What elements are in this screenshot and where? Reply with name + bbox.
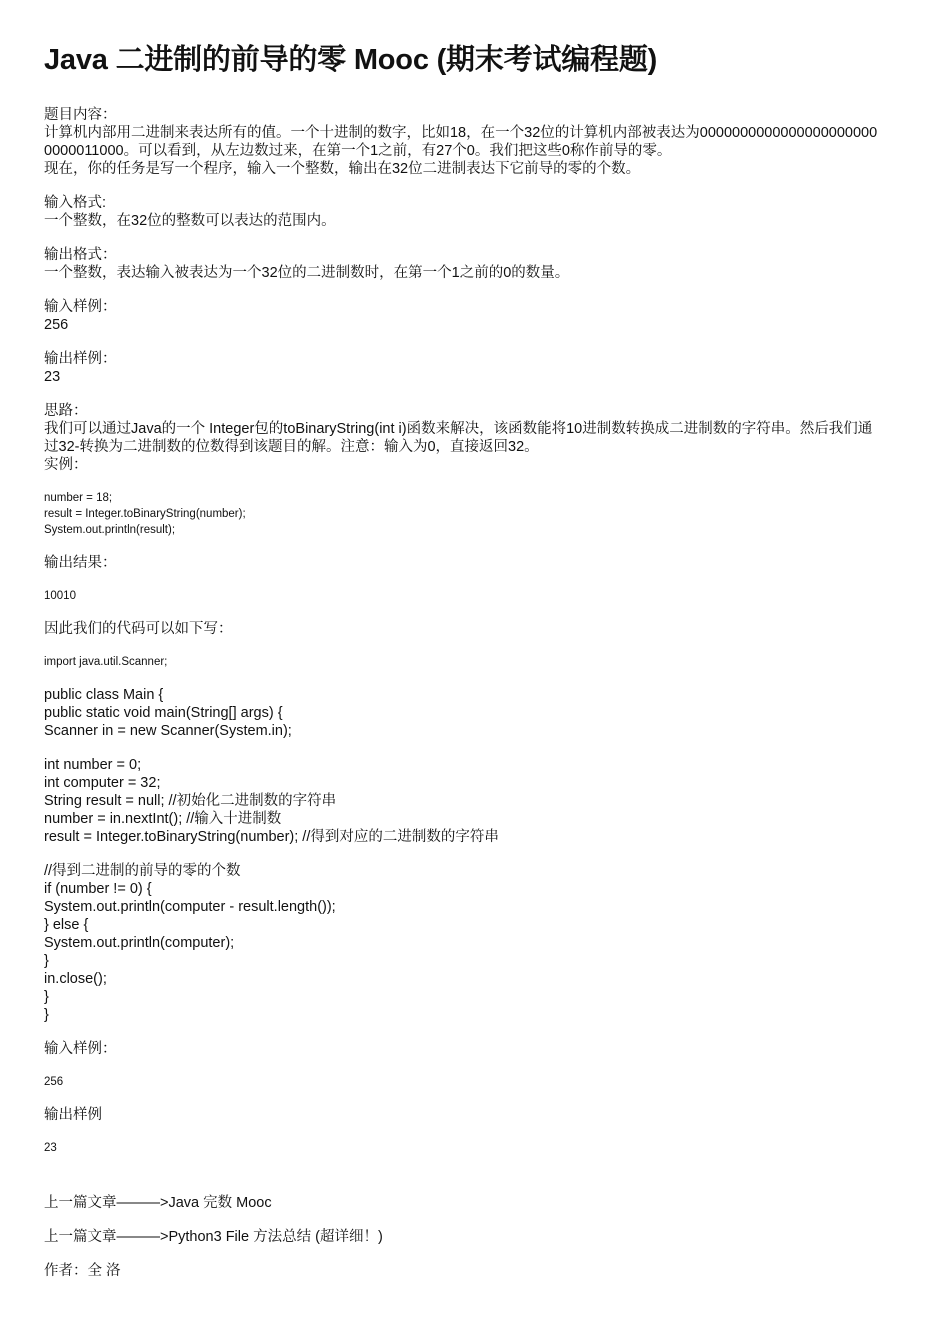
sample2-input-value: 256 xyxy=(44,1076,64,1088)
content-paragraph-2: 现在，你的任务是写一个程序，输入一个整数，输出在32位二进制表达下它前导的零的个数。 xyxy=(44,161,641,177)
result-value: 10010 xyxy=(44,590,76,602)
output-format-text: 一个整数，表达输入被表达为一个32位的二进制数时，在第一个1之前的0的数量。 xyxy=(44,265,570,281)
import-line: import java.util.Scanner; xyxy=(44,656,168,668)
sample2-input-label: 输入样例： xyxy=(44,1041,117,1057)
example-code-line: result = Integer.toBinaryString(number); xyxy=(44,508,246,520)
code-line: String result = null; //初始化二进制数的字符串 xyxy=(44,793,337,809)
sample2-output-value: 23 xyxy=(44,1142,57,1154)
input-sample-label: 输入样例： xyxy=(44,299,117,315)
code-line: result = Integer.toBinaryString(number); //得到对应的二进制数的字符串 xyxy=(44,829,499,845)
code-line: } xyxy=(44,989,49,1005)
code-line: if (number != 0) { xyxy=(44,881,152,897)
example-code-line: System.out.println(result); xyxy=(44,524,176,536)
code-line: public static void main(String[] args) { xyxy=(44,705,283,721)
output-sample-label: 输出样例： xyxy=(44,351,117,367)
code-line: } xyxy=(44,1007,49,1023)
code-line: //得到二进制的前导的零的个数 xyxy=(44,863,241,879)
input-sample-value: 256 xyxy=(44,317,69,333)
code-line: in.close(); xyxy=(44,971,107,987)
code-line: int number = 0; xyxy=(44,757,142,773)
output-format-label: 输出格式： xyxy=(44,247,117,263)
prev-article-link-2[interactable]: 上一篇文章———>Python3 File 方法总结 (超详细！) xyxy=(44,1229,383,1245)
code-line: int computer = 32; xyxy=(44,775,161,791)
author-line: 作者：全 洛 xyxy=(44,1263,121,1279)
code-line: } xyxy=(44,953,49,969)
approach-label: 思路： xyxy=(44,403,88,419)
content-label: 题目内容： xyxy=(44,107,117,123)
input-format-label: 输入格式: xyxy=(44,195,107,211)
sample2-output-label: 输出样例 xyxy=(44,1107,102,1123)
example-label: 实例： xyxy=(44,457,88,473)
page-title: Java 二进制的前导的零 Mooc (期末考试编程题) xyxy=(44,44,658,76)
input-format-text: 一个整数，在32位的整数可以表达的范围内。 xyxy=(44,213,336,229)
code-line: System.out.println(computer); xyxy=(44,935,235,951)
result-label: 输出结果： xyxy=(44,555,117,571)
code-line: } else { xyxy=(44,917,89,933)
content-paragraph-1: 计算机内部用二进制来表达所有的值。一个十进制的数字，比如18，在一个32位的计算机内部被表达为00000000000000000000000000011000。可以看到，从左边数过来，在第一个1之前，有27个0。我们把这些0称作前导的零。 xyxy=(44,125,878,159)
code-line: public class Main { xyxy=(44,687,164,703)
approach-text: 我们可以通过Java的一个 Integer包的toBinaryString(int i)函数来解决，该函数能将10进制数转换成二进制数的字符串。然后我们通过32-转换为二进制数的位数得到该题目的解。注意：输入为0，直接返回32。 xyxy=(44,421,873,455)
prev-article-link-1[interactable]: 上一篇文章———>Java 完数 Mooc xyxy=(44,1195,272,1211)
code-line: Scanner in = new Scanner(System.in); xyxy=(44,723,292,739)
article xyxy=(44,40,884,1280)
output-sample-value: 23 xyxy=(44,369,61,385)
code-line: System.out.println(computer - result.length()); xyxy=(44,899,336,915)
solution-intro: 因此我们的代码可以如下写： xyxy=(44,621,233,637)
code-line: number = in.nextInt(); //输入十进制数 xyxy=(44,811,282,827)
example-code-line: number = 18; xyxy=(44,492,113,504)
